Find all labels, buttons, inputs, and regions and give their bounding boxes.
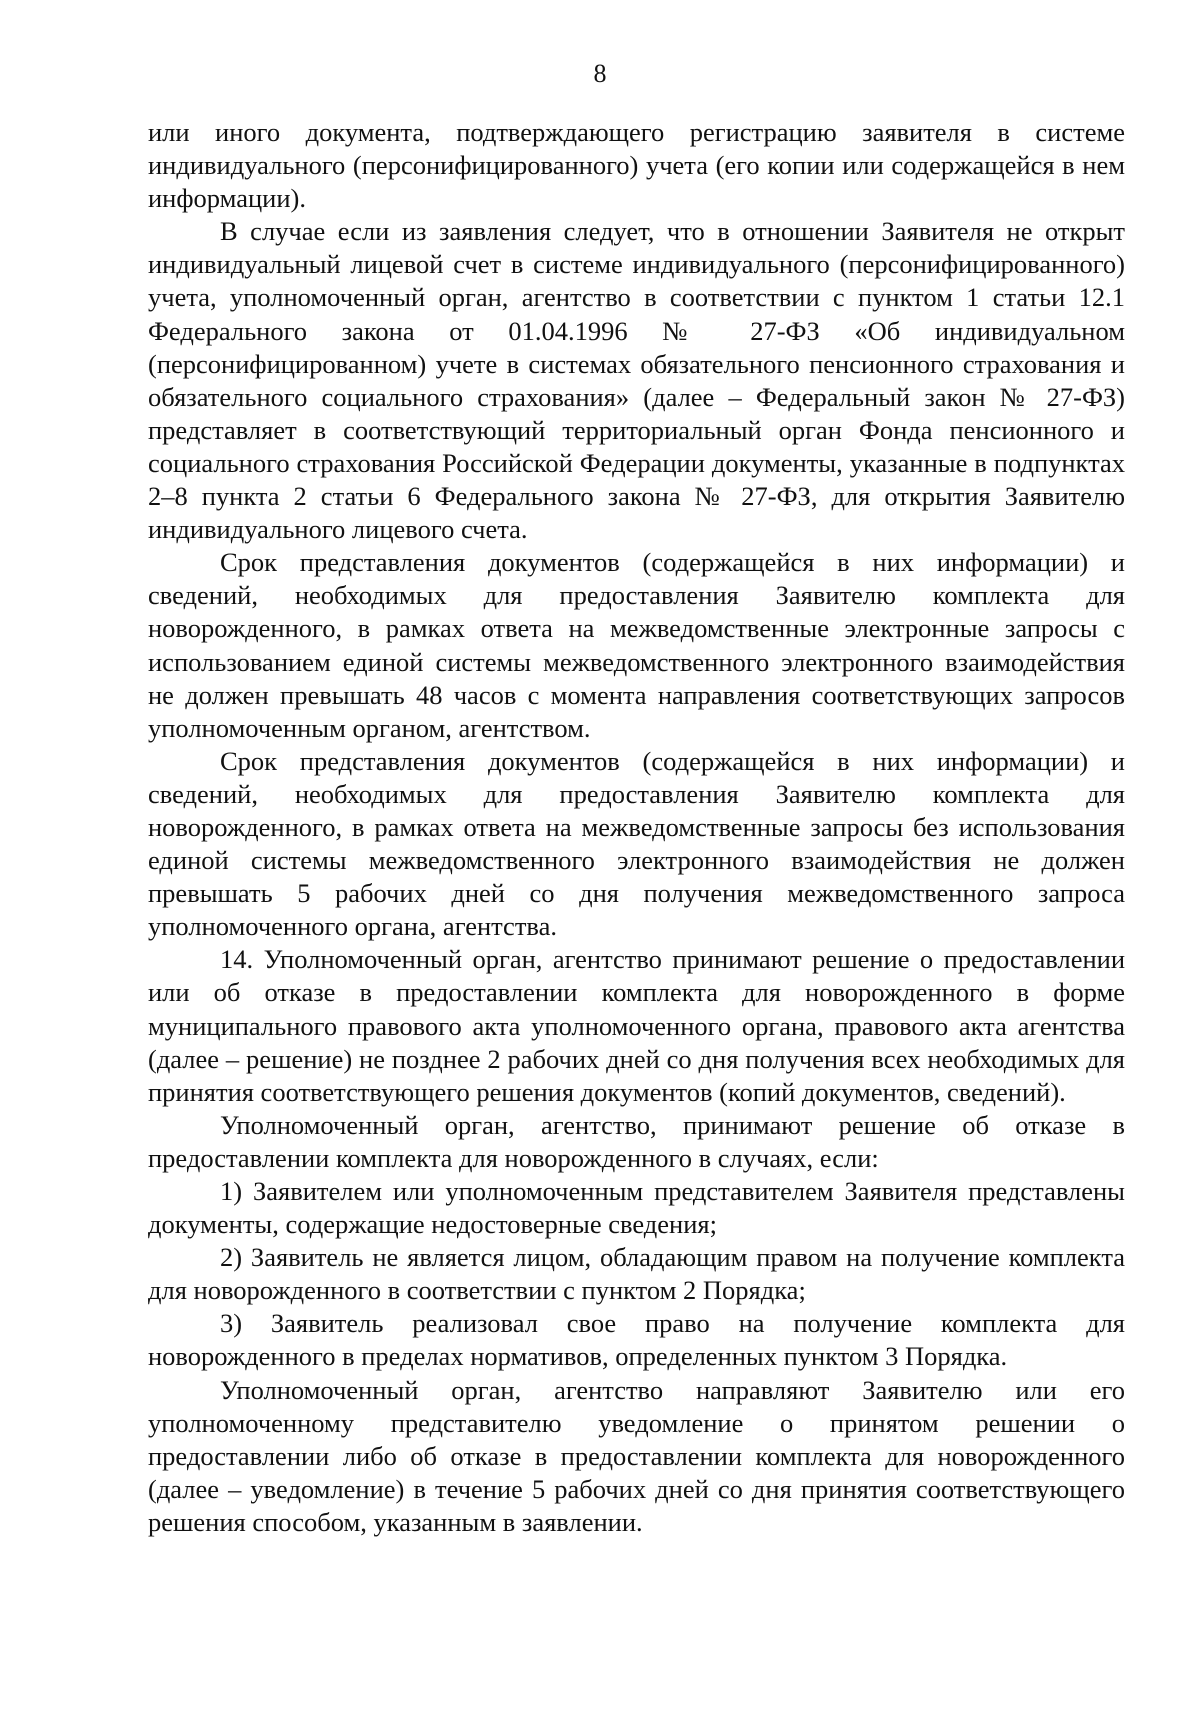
document-body	[148, 116, 1125, 1539]
list-item-refusal-1: 1) Заявителем или уполномоченным представителем Заявителя представлены документы, содержащие недостоверные сведения;	[148, 1176, 1125, 1240]
paragraph-clause-14: 14. Уполномоченный орган, агентство принимают решение о предоставлении или об отказе в предоставлении комплекта для новорожденного в форме муниципального правового акта уполномоченного органа, правового акта агентства (далее – решение) не позднее 2 рабочих дней со дня получения всех необходимых для принятия соответствующего решения документов (копий документов, сведений).	[148, 944, 1125, 1107]
page-number: 8	[593, 59, 607, 88]
paragraph-notification: Уполномоченный орган, агентство направляют Заявителю или его уполномоченному представителю уведомление о принятом решении о предоставлении либо об отказе в предоставлении комплекта для новорожденного (далее – уведомление) в течение 5 рабочих дней со дня принятия соответствующего решения способом, указанным в заявлении.	[148, 1374, 1125, 1537]
paragraph-continuation: или иного документа, подтверждающего регистрацию заявителя в системе индивидуального (персонифицированного) учета (его копии или содержащейся в нем информации).	[148, 117, 1125, 214]
paragraph-request-deadline: Срок представления документов (содержащейся в них информации) и сведений, необходимых для предоставления Заявителю комплекта для новорожденного, в рамках ответа на межведомственные запросы без использования единой системы межведомственного электронного взаимодействия не должен превышать 5 рабочих дней со дня получения межведомственного запроса уполномоченного органа, агентства.	[148, 745, 1125, 942]
paragraph-personal-account: В случае если из заявления следует, что в отношении Заявителя не открыт индивидуальный лицевой счет в системе индивидуального (персонифицированного) учета, уполномоченный орган, агентство в соответствии с пунктом 1 статьи 12.1 Федерального закона от 01.04.1996 № 27-ФЗ «Об индивидуальном (персонифицированном) учете в системах обязательного пенсионного страхования и обязательного социального страхования» (далее – Федеральный закон № 27-ФЗ) представляет в соответствующий территориальный орган Фонда пенсионного и социального страхования Российской Федерации документы, указанные в подпунктах 2–8 пункта 2 статьи 6 Федерального закона № 27-ФЗ, для открытия Заявителю индивидуального лицевого счета.	[148, 216, 1125, 545]
paragraph-refusal-cases: Уполномоченный орган, агентство, принимают решение об отказе в предоставлении комплекта для новорожденного в случаях, если:	[148, 1109, 1125, 1173]
paragraph-electronic-request-deadline: Срок представления документов (содержащейся в них информации) и сведений, необходимых для предоставления Заявителю комплекта для новорожденного, в рамках ответа на межведомственные электронные запросы с использованием единой системы межведомственного электронного взаимодействия не должен превышать 48 часов с момента направления соответствующих запросов уполномоченным органом, агентством.	[148, 547, 1125, 743]
list-item-refusal-3: 3) Заявитель реализовал свое право на получение комплекта для новорожденного в пределах нормативов, определенных пунктом 3 Порядка.	[148, 1308, 1125, 1372]
list-item-refusal-2: 2) Заявитель не является лицом, обладающим правом на получение комплекта для новорожденного в соответствии с пунктом 2 Порядка;	[148, 1242, 1125, 1306]
